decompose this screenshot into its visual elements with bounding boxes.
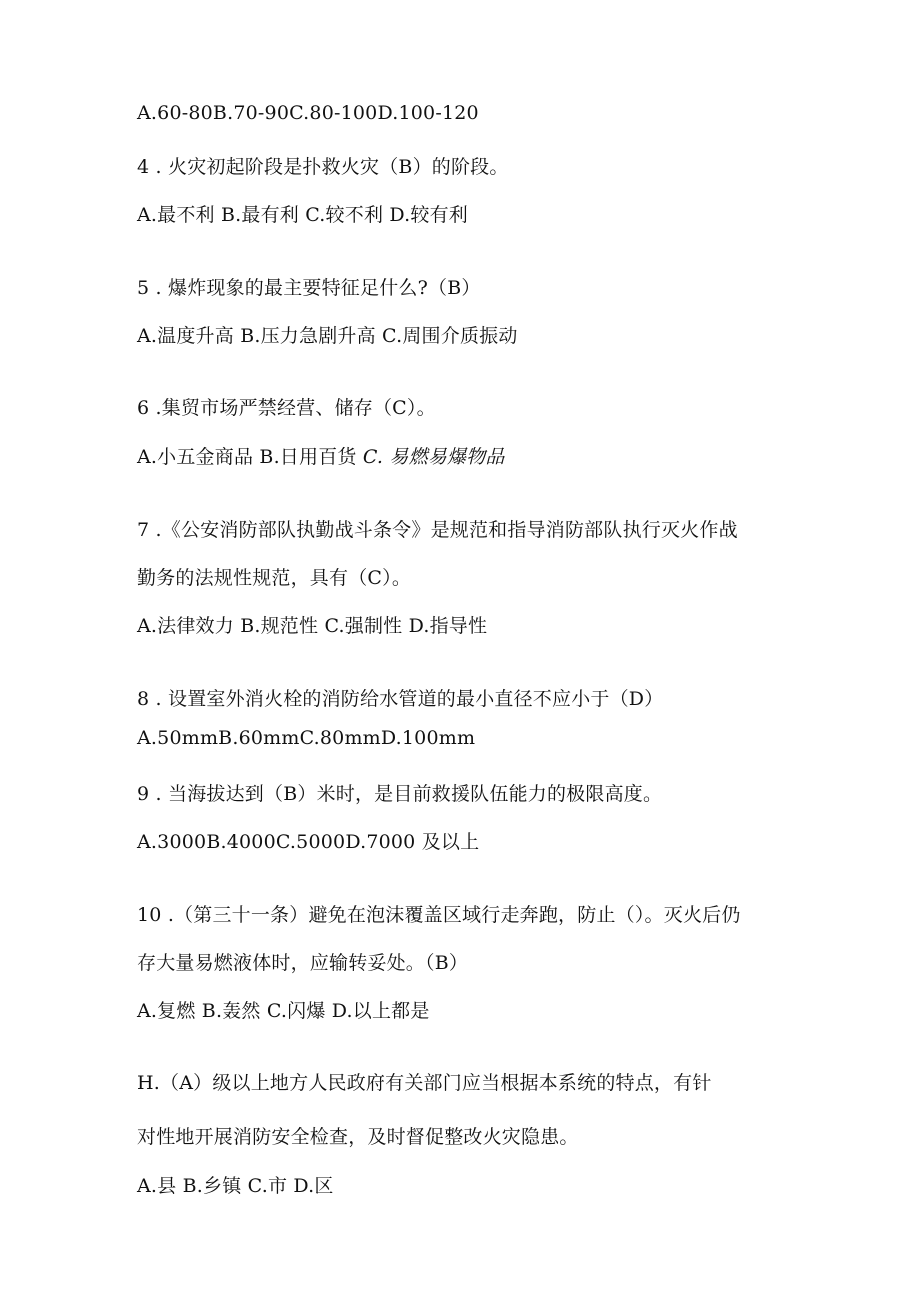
q4-question: 4 . 火灾初起阶段是扑救火灾（B）的阶段。 (137, 156, 509, 178)
q11-question-line2: 对性地开展消防安全检查，及时督促整改火灾隐患。 (137, 1126, 579, 1148)
q6-options-ab: A.小五金商品 B.日用百货 (137, 446, 363, 468)
q11-question-line1: H.（A）级以上地方人民政府有关部门应当根据本系统的特点，有针 (137, 1072, 712, 1094)
q7-question-line2: 勤务的法规性规范，具有（C）。 (137, 567, 412, 589)
q9-question: 9 . 当海拔达到（B）米时，是目前救援队伍能力的极限高度。 (137, 783, 663, 805)
q10-question-line1: 10 .（第三十一条）避免在泡沫覆盖区域行走奔跑，防止（）。灭火后仍 (137, 904, 741, 926)
q6-option-c: C. 易燃易爆物品 (362, 446, 505, 468)
q6-options (137, 445, 505, 469)
q10-question-line2: 存大量易燃液体时，应输转妥处。（B） (137, 952, 469, 974)
q7-options: A.法律效力 B.规范性 C.强制性 D.指导性 (137, 615, 488, 637)
q4-options: A.最不利 B.最有利 C.较不利 D.较有利 (137, 204, 468, 226)
q5-question: 5 . 爆炸现象的最主要特征足什么?（B） (137, 277, 481, 299)
q7-question-line1: 7 .《公安消防部队执勤战斗条令》是规范和指导消防部队执行灭火作战 (137, 519, 738, 541)
q5-options: A.温度升高 B.压力急剧升高 C.周围介质振动 (137, 325, 518, 347)
q11-options: A.县 B.乡镇 C.市 D.区 (137, 1175, 334, 1197)
q8-question: 8 . 设置室外消火栓的消防给水管道的最小直径不应小于（D） (137, 688, 664, 710)
q3-options: A.60-80B.70-90C.80-100D.100-120 (137, 102, 479, 124)
q9-options: A.3000B.4000C.5000D.7000 及以上 (137, 831, 480, 853)
q8-options: A.50mmB.60mmC.80mmD.100mm (137, 727, 476, 749)
q6-question: 6 .集贸市场严禁经营、储存（C）。 (137, 397, 436, 419)
q10-options: A.复燃 B.轰然 C.闪爆 D.以上都是 (137, 1000, 430, 1022)
